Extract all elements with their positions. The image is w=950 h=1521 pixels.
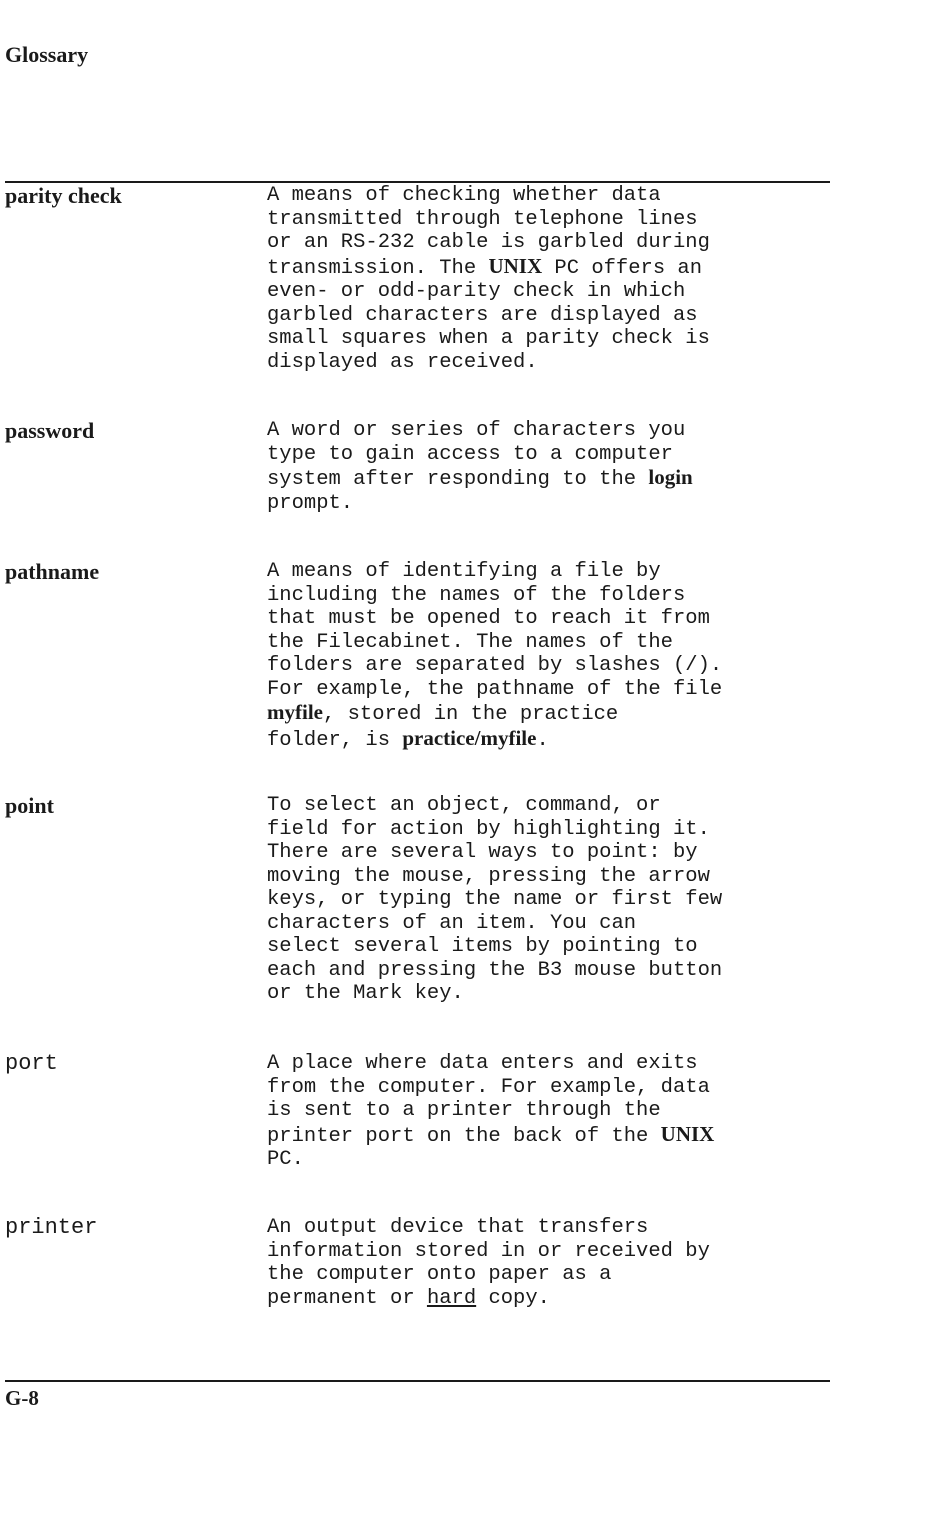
glossary-term: parity check	[5, 183, 122, 208]
definition-text: A word or series of characters you type to gain access to a computer system after responding to the	[267, 419, 686, 491]
glossary-term: password	[5, 418, 95, 443]
definition-text: copy.	[476, 1286, 550, 1310]
definition-text: A means of checking whether data transmitted through telephone lines or an RS-232 cable is garbled during transmission. The	[267, 184, 710, 280]
emphasized-term: UNIX	[660, 1121, 715, 1146]
definition-text: A means of identifying a file by including the names of the folders that must be opened to reach it from the Filecabinet. The names of the folders are separated by slashes (/). For example, the pathname of the file	[267, 560, 723, 701]
glossary-definition	[267, 184, 827, 374]
definition-text: An output device that transfers information stored in or received by the computer onto paper as a permanent or	[267, 1216, 710, 1310]
glossary-definition	[267, 560, 827, 752]
emphasized-term: UNIX	[488, 253, 543, 278]
glossary-term: point	[5, 793, 54, 818]
definition-text: PC.	[267, 1148, 304, 1171]
glossary-definition	[267, 1052, 827, 1172]
emphasized-term: practice/myfile	[402, 725, 537, 750]
glossary-term: port	[5, 1051, 58, 1076]
top-divider	[5, 181, 830, 183]
definition-text: prompt.	[267, 491, 354, 515]
bottom-divider	[5, 1380, 830, 1382]
glossary-definition	[267, 1216, 827, 1310]
page-header-title: Glossary	[5, 42, 89, 67]
definition-text: , stored in the practice folder, is	[267, 703, 619, 752]
emphasized-term: myfile	[267, 700, 323, 724]
page-number: G-8	[5, 1386, 39, 1410]
glossary-definition	[267, 419, 827, 515]
glossary-term: pathname	[5, 559, 100, 584]
definition-text: To select an object, command, or field for action by highlighting it. There are several ways to point: by moving the mouse, pressing the arrow keys, or typing the name or first few characters of an item. You can select several items by pointing to each and pressing the B3 mouse button or the Mark key.	[267, 794, 723, 1005]
emphasized-term: login	[648, 465, 693, 489]
glossary-definition	[267, 794, 827, 1006]
glossary-term: printer	[5, 1215, 98, 1240]
definition-text: .	[536, 728, 549, 752]
definition-text: A place where data enters and exits from the computer. For example, data is sent to a printer through the printer port on the back of the	[267, 1052, 710, 1148]
definition-text: PC offers an even- or odd-parity check in which garbled characters are displayed as small squares when a parity check is displayed as received.	[267, 256, 710, 374]
underlined-word: hard	[426, 1286, 477, 1310]
